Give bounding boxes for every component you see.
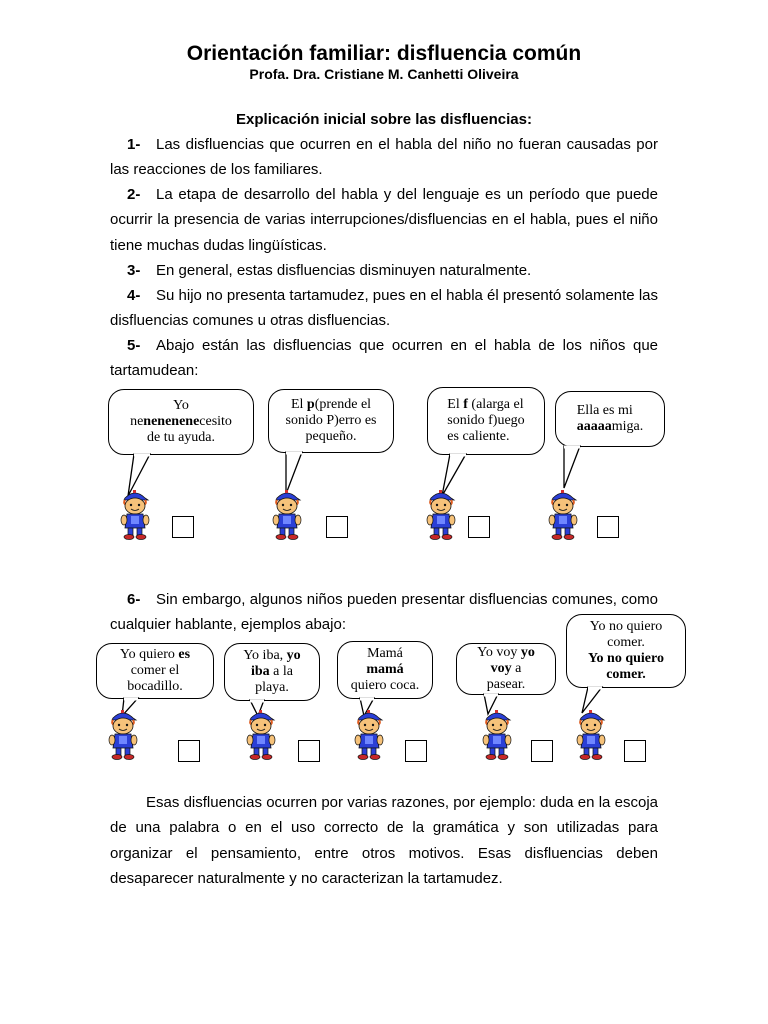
speech-bubble [555, 391, 665, 447]
bubble-line: sonido P)erro es [285, 413, 377, 428]
bubble-line: quiero coca. [350, 678, 420, 693]
section-heading: Explicación inicial sobre las disfluencias: [236, 111, 532, 128]
item-number: 6- [127, 591, 141, 608]
bubble-line: de tu ayuda. [146, 430, 216, 445]
bubble-line: voy a [490, 661, 522, 676]
author-line: Profa. Dra. Cristiane M. Canhetti Oliveira [249, 66, 519, 82]
bubble-line: bocadillo. [127, 679, 183, 694]
child-icon [106, 708, 140, 760]
bubble-line: playa. [255, 680, 289, 695]
checkbox[interactable] [326, 516, 348, 538]
item-number: 2- [127, 186, 141, 203]
speech-bubble [108, 389, 254, 455]
bubble-line: Yo quiero es [119, 647, 191, 662]
child-icon [574, 708, 608, 760]
bubble-line: Ella es mi [576, 403, 633, 418]
item-text: Abajo están las disfluencias que ocurren en el habla de los niños que tartamudean: [110, 337, 658, 380]
list-item-2 [110, 182, 658, 258]
bubble-line: mamá [366, 662, 404, 677]
bubble-line: Yo no quiero [589, 619, 663, 634]
speech-bubble [337, 641, 433, 699]
bubble-line: El f (alarga el [447, 397, 524, 412]
bubble-line: Yo [173, 398, 189, 413]
child-icon [480, 708, 514, 760]
child-icon [352, 708, 386, 760]
bubble-line: pasear. [486, 677, 526, 692]
checkbox[interactable] [597, 516, 619, 538]
checkbox[interactable] [468, 516, 490, 538]
child-icon [424, 488, 458, 540]
child-icon [118, 488, 152, 540]
item-number: 3- [127, 262, 141, 279]
child-icon [270, 488, 304, 540]
child-icon [244, 708, 278, 760]
item-number: 1- [127, 136, 141, 153]
bubble-line: iba a la [250, 664, 293, 679]
bubble-line: pequeño. [305, 429, 357, 444]
bubble-line: Yo no quiero [588, 651, 664, 666]
item-text: Las disfluencias que ocurren en el habla del niño no fueran causadas por las reacciones de los familiares. [110, 136, 658, 179]
speech-bubble [224, 643, 320, 701]
speech-bubble [96, 643, 214, 699]
checkbox[interactable] [405, 740, 427, 762]
bubble-line: Yo iba, yo [243, 648, 301, 663]
bubble-line: nenenenenecesito [130, 414, 232, 429]
item-number: 5- [127, 337, 141, 354]
list-item-4 [110, 283, 658, 334]
bubble-line: comer. [607, 635, 645, 650]
checkbox[interactable] [172, 516, 194, 538]
bubble-line: Yo voy yo [477, 645, 535, 660]
bubble-line: es caliente. [447, 429, 510, 444]
bubble-line: sonido f)uego [447, 413, 525, 428]
speech-bubble [268, 389, 394, 453]
item-text: Sin embargo, algunos niños pueden presentar disfluencias comunes, como cualquier hablante, ejemplos abajo: [110, 591, 658, 634]
item-text: La etapa de desarrollo del habla y del lenguaje es un período que puede ocurrir la presencia de varias interrupciones/disfluencias en el habla, pues el niño tiene muchas dudas lingüísticas. [110, 186, 658, 254]
list-item-3 [110, 258, 658, 283]
checkbox[interactable] [624, 740, 646, 762]
speech-bubble [456, 643, 556, 695]
checkbox[interactable] [178, 740, 200, 762]
item-number: 4- [127, 287, 141, 304]
bubble-tail [556, 442, 596, 492]
bubble-line: Mamá [367, 646, 403, 661]
page-title: Orientación familiar: disfluencia común [186, 42, 582, 65]
closing-paragraph: Esas disfluencias ocurren por varias razones, por ejemplo: duda en la escoja de una palabra o en el uso correcto de la gramática y son utilizadas para organizar el pensamiento, entre otros motivos. Esas disfluencias deben desaparecer naturalmente y no caracterizan la tartamudez. [110, 794, 658, 887]
item-text: Su hijo no presenta tartamudez, pues en el habla él presentó solamente las disfluencias comunes u otras disfluencias. [110, 287, 658, 330]
bubble-line: aaaaamiga. [576, 419, 644, 434]
checkbox[interactable] [531, 740, 553, 762]
bubble-line: comer el [130, 663, 180, 678]
speech-bubble [427, 387, 545, 455]
item-text: En general, estas disfluencias disminuyen naturalmente. [156, 262, 532, 279]
list-item-5 [110, 333, 658, 384]
bubble-line: El p(prende el [290, 397, 372, 412]
checkbox[interactable] [298, 740, 320, 762]
speech-bubble [566, 614, 686, 688]
bubble-line: comer. [606, 667, 646, 682]
list-item-1 [110, 132, 658, 183]
child-icon [546, 488, 580, 540]
